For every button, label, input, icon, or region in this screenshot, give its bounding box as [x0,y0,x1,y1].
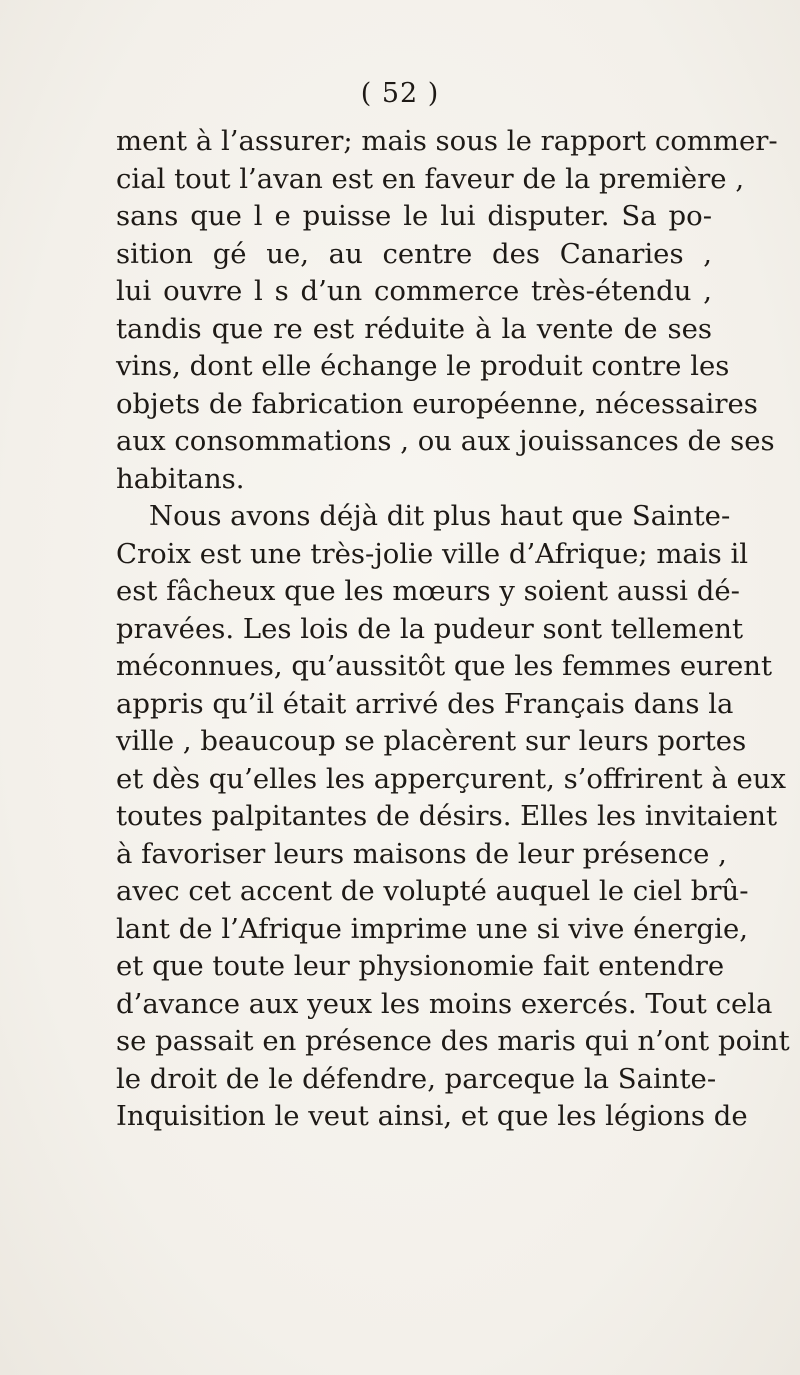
text-line: se passait en présence des maris qui n’ont point [116,1025,790,1057]
text-line: appris qu’il était arrivé des Français dans la [116,687,734,720]
text-line: d’avance aux yeux les moins exercés. Tout cela [116,987,773,1020]
text-line: lui ouvre l s d’un commerce très-étendu , [116,275,712,307]
body-text [116,123,790,1136]
text-line: Nous avons déjà dit plus haut que Sainte- [149,500,731,532]
text-line: Inquisition le veut ainsi, et que les légions de [116,1100,748,1132]
text-line: aux consommations , ou aux jouissances de ses [116,425,775,457]
text-line: et que toute leur physionomie fait entendre [116,950,725,982]
text-line: avec cet accent de volupté auquel le ciel brû- [116,875,749,907]
text-line: à favoriser leurs maisons de leur présence , [116,837,727,870]
page-number: ( 52 ) [360,78,440,109]
text-line: ville , beaucoup se placèrent sur leurs portes [116,725,747,757]
text-line: Croix est une très-jolie ville d’Afrique; mais il [116,537,749,570]
text-line: pravées. Les lois de la pudeur sont tellement [116,612,744,645]
text-line: est fâcheux que les mœurs y soient aussi dé- [116,575,740,607]
text-line: ment à l’assurer; mais sous le rapport commer- [116,125,778,157]
text-line: cial tout l’avan est en faveur de la première , [116,162,745,195]
text-line: le droit de le défendre, parceque la Sainte- [116,1062,717,1095]
text-line: tandis que re est réduite à la vente de ses [116,312,712,345]
text-line: et dès qu’elles les apperçurent, s’offrirent à eux [116,762,787,795]
text-line: méconnues, qu’aussitôt que les femmes eurent [116,650,773,682]
text-line: vins, dont elle échange le produit contre les [116,350,730,382]
text-line: lant de l’Afrique imprime une si vive énergie, [116,912,748,945]
text-line: habitans. [116,462,245,495]
text-line: objets de fabrication européenne, nécessaires [116,387,758,420]
text-line: toutes palpitantes de désirs. Elles les invitaient [116,800,778,832]
text-line: sans que l e puisse le lui disputer. Sa po- [116,200,712,232]
text-line: sition gé ue, au centre des Canaries , [116,237,712,270]
